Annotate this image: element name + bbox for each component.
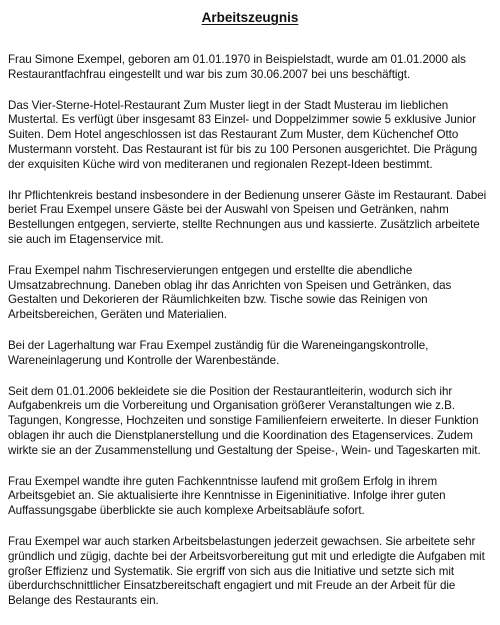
- paragraph-company: Das Vier-Sterne-Hotel-Restaurant Zum Muster liegt in der Stadt Musterau im lieblichen Mustertal. Es verfügt über insgesamt 83 Einzel- und Doppelzimmer sowie 5 exklusive Junior Suiten. Dem Hotel angeschlossen ist das Restaurant Zum Muster, dem Küchenchef Otto Mustermann vorsteht. Das Restaurant ist für bis zu 100 Personen ausgerichtet. Die Prägung der exquisiten Küche wird von mediteranen und regionalen Rezept-Ideen bestimmt.: [8, 98, 478, 171]
- paragraph-warehouse: Bei der Lagerhaltung war Frau Exempel zuständig für die Wareneingangskontrolle, Wareneinlagerung und Kontrolle der Warenbestände.: [8, 338, 429, 367]
- document-body: [8, 53, 496, 625]
- document-title: Arbeitszeugnis: [201, 10, 299, 25]
- paragraph-duties: Ihr Pflichtenkreis bestand insbesondere in der Bedienung unserer Gäste im Restaurant. Dabei beriet Frau Exempel unsere Gäste bei der Auswahl von Speisen und Getränken, nahm Bestellungen entgegen, servierte, stellte Rechnungen aus und kassierte. Zusätzlich arbeitete sie auch im Etagenservice mit.: [8, 188, 487, 246]
- paragraph-restaurant-manager: Seit dem 01.01.2006 bekleidete sie die Position der Restaurantleiterin, wodurch sich ihr Aufgabenkreis um die Vorbereitung und Organisation größerer Veranstaltungen wie z.B. Tagungen, Kongresse, Hochzeiten und sonstige Familienfeiern erweiterte. In dieser Funktion oblagen ihr auch die Dienstplanerstellung und die Koordination des Etagenservices. Zudem wirkte sie an der Zusammenstellung und Gestaltung der Speise-, Wein- und Tageskarten mit.: [8, 384, 481, 457]
- paragraph-employment: Frau Simone Exempel, geboren am 01.01.1970 in Beispielstadt, wurde am 01.01.2000 als Restaurantfachfrau eingestellt und war bis zum 30.06.2007 bei uns beschäftigt.: [8, 53, 466, 81]
- paragraph-reservations: Frau Exempel nahm Tischreservierungen entgegen und erstellte die abendliche Umsatzabrechnung. Daneben oblag ihr das Anrichten von Speisen und Getränken, das Gestalten und Dekorieren der Räumlichkeiten bzw. Tische sowie das Reinigen von Arbeitsbereichen, Geräten und Materialien.: [8, 263, 452, 322]
- paragraph-expertise: Frau Exempel wandte ihre guten Fachkenntnisse laufend mit großem Erfolg in ihrem Arbeitsgebiet an. Sie aktualisierte ihre Kenntnisse in Eigeninitiative. Infolge ihrer guten Auffassungsgabe überblickte sie auch komplexe Arbeitsabläufe sofort.: [8, 474, 446, 518]
- paragraph-workload: Frau Exempel war auch starken Arbeitsbelastungen jederzeit gewachsen. Sie arbeitete sehr gründlich und zügig, dachte bei der Arbeitsvorbereitung gut mit und erledigte die Aufgaben mit großer Effizienz und Systematik. Sie ergriff von sich aus die Initiative und setzte sich mit überdurchschnittlicher Einsatzbereitschaft engagiert und mit Freude an der Arbeit für die Belange des Restaurants ein.: [8, 534, 485, 608]
